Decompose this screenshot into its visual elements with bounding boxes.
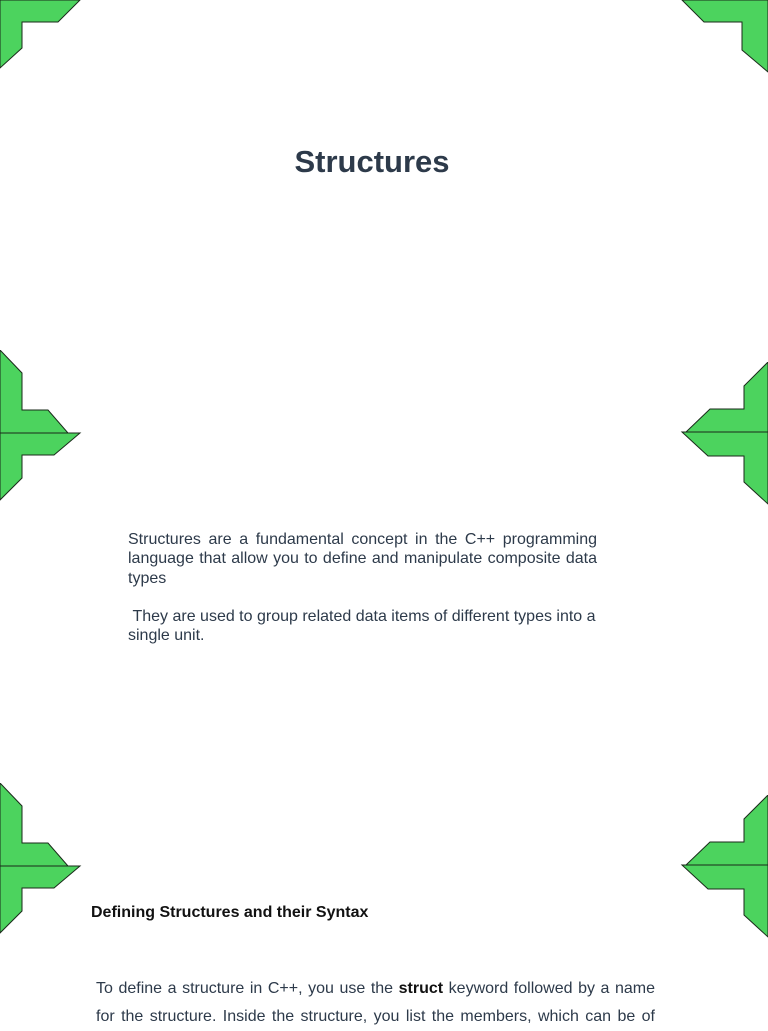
- edge-ornament-left-mid: [0, 350, 85, 505]
- body-text-segment: keyword followed by a name for the structure. Inside the structure, you list the members, which can be of: [96, 980, 660, 1025]
- body-paragraph: [96, 975, 660, 1031]
- intro-paragraph: Structures are a fundamental concept in the C++ programming language that allow you to define and manipulate composite data types: [128, 531, 597, 587]
- page-title: Structures: [294, 144, 450, 179]
- corner-ornament-top-left: [0, 0, 90, 75]
- body-text-segment: To define a structure in C++, you use the: [96, 980, 399, 997]
- intro-text-block: [128, 530, 600, 645]
- keyword-text: struct: [398, 980, 444, 997]
- edge-ornament-right-mid: [678, 362, 768, 507]
- edge-ornament-right-lower: [678, 795, 768, 940]
- corner-ornament-top-right: [678, 0, 768, 75]
- intro-paragraph: They are used to group related data items of different types into a single unit.: [128, 607, 600, 645]
- edge-ornament-left-lower: [0, 783, 85, 938]
- section-heading: Defining Structures and their Syntax: [91, 904, 369, 921]
